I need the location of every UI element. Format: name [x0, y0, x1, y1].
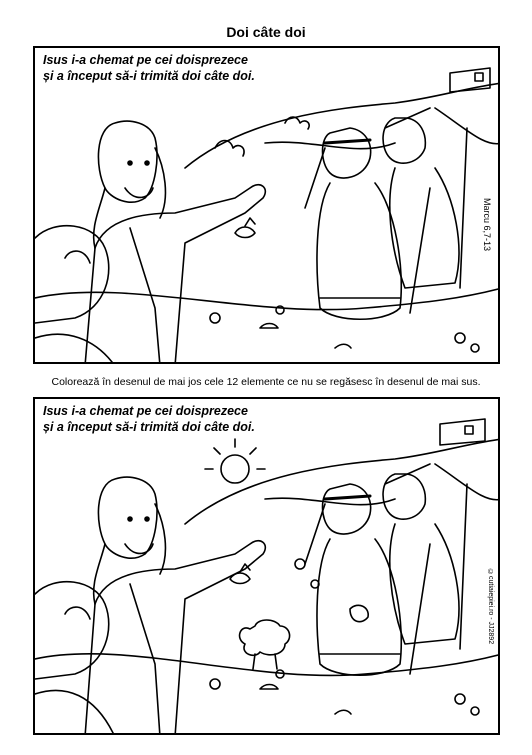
- bottom-caption-line1: Isus i-a chemat pe cei doisprezece: [43, 404, 248, 418]
- bottom-caption: [43, 403, 255, 435]
- bottom-drawing: [35, 399, 500, 735]
- top-drawing: [35, 48, 500, 364]
- bottom-illustration: [33, 397, 500, 735]
- top-caption-line1: Isus i-a chemat pe cei doisprezece: [43, 53, 248, 67]
- bottom-caption-line2: și a început să-i trimită doi câte doi.: [43, 420, 255, 434]
- instruction-text: Colorează în desenul de mai jos cele 12 elemente ce nu se regăsesc în desenul de mai sus.: [51, 376, 481, 388]
- top-illustration: [33, 46, 500, 364]
- top-caption: [43, 52, 255, 84]
- page-title: Doi câte doi: [226, 24, 306, 40]
- copyright-text: ©cutiaiepiei.ro - JJ2892: [487, 569, 494, 645]
- top-caption-line2: și a început să-i trimită doi câte doi.: [43, 69, 255, 83]
- bible-reference: Marcu 6,7-13: [482, 198, 492, 252]
